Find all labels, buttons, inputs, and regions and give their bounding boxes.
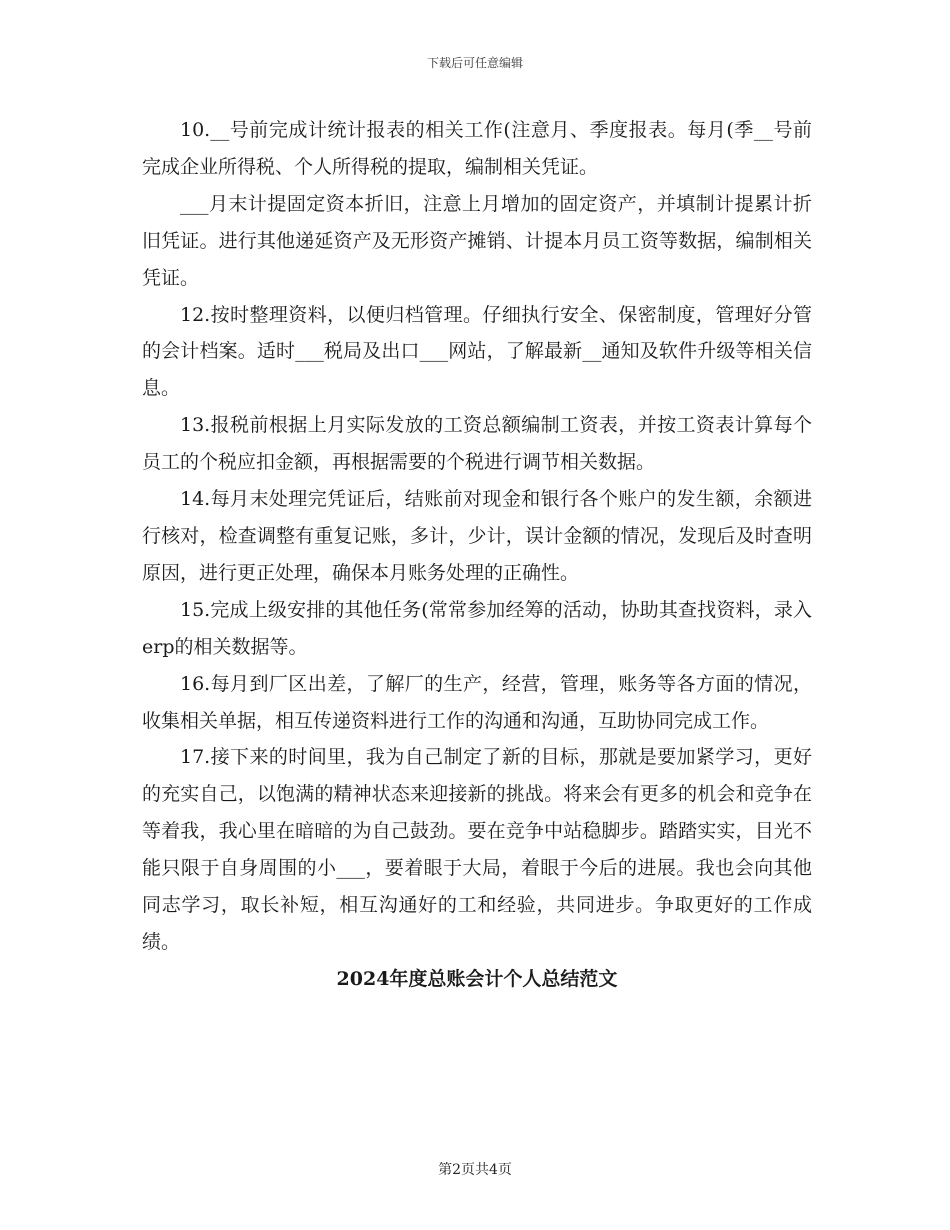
paragraph-item-13: 13.报税前根据上月实际发放的工资总额编制工资表，并按工资表计算每个员工的个税应扣金额，再根据需要的个税进行调节相关数据。	[142, 414, 812, 474]
page-header-note: 下载后可任意编辑	[426, 56, 523, 70]
section-title: 2024年度总账会计个人总结范文	[336, 967, 618, 990]
paragraph-item-11: ___月末计提固定资本折旧，注意上月增加的固定资产，并填制计提累计折旧凭证。进行其他递延资产及无形资产摊销、计提本月员工资等数据，编制相关凭证。	[142, 192, 812, 289]
paragraph-item-12: 12.按时整理资料，以便归档管理。仔细执行安全、保密制度，管理好分管的会计档案。适时___税局及出口___网站，了解最新__通知及软件升级等相关信息。	[142, 303, 812, 400]
paragraph-item-14: 14.每月末处理完凭证后，结账前对现金和银行各个账户的发生额，余额进行核对，检查调整有重复记账，多计，少计，误计金额的情况，发现后及时查明原因，进行更正处理，确保本月账务处理的正确性。	[142, 488, 812, 584]
paragraph-item-10: 10.__号前完成计统计报表的相关工作(注意月、季度报表。每月(季__号前完成企业所得税、个人所得税的提取，编制相关凭证。	[142, 119, 812, 178]
document-body	[142, 112, 812, 998]
paragraph-item-17: 17.接下来的时间里，我为自己制定了新的目标，那就是要加紧学习，更好的充实自己，以饱满的精神状态来迎接新的挑战。将来会有更多的机会和竞争在等着我，我心里在暗暗的为自己鼓劲。要在竞争中站稳脚步。踏踏实实，目光不能只限于自身周围的小___，要着眼于大局，着眼于今后的进展。我也会向其他同志学习，取长补短，相互沟通好的工和经验，共同进步。争取更好的工作成绩。	[142, 746, 812, 953]
page-number: 第2页共4页	[438, 1162, 512, 1178]
paragraph-item-16: 16.每月到厂区出差，了解厂的生产，经营，管理，账务等各方面的情况，收集相关单据，相互传递资料进行工作的沟通和沟通，互助协同完成工作。	[142, 672, 812, 732]
paragraph-item-15: 15.完成上级安排的其他任务(常常参加经筹的活动，协助其查找资料，录入erp的相关数据等。	[142, 598, 812, 658]
